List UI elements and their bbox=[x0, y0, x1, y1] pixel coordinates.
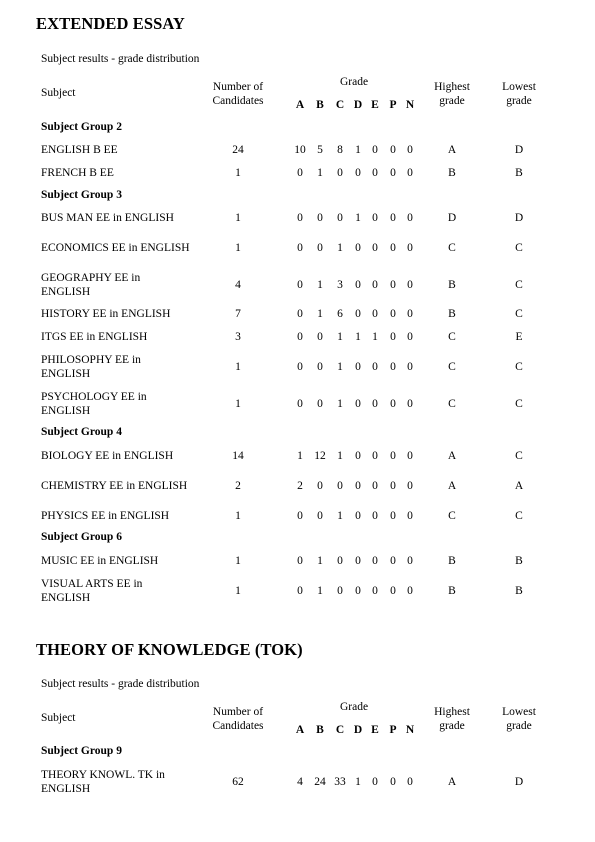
header-grade: Grade bbox=[340, 76, 369, 88]
grade-count-e: 0 bbox=[372, 480, 378, 492]
lowest-grade: E bbox=[515, 331, 523, 343]
grade-count-p: 0 bbox=[390, 398, 396, 410]
grade-count-c: 1 bbox=[337, 361, 343, 373]
grade-count-b: 1 bbox=[317, 585, 323, 597]
grade-count-n: 0 bbox=[407, 361, 413, 373]
grade-count-a: 10 bbox=[294, 144, 306, 156]
grade-count-a: 0 bbox=[297, 167, 303, 179]
lowest-grade: D bbox=[514, 144, 524, 156]
grade-count-c: 1 bbox=[337, 242, 343, 254]
lowest-grade: C bbox=[515, 308, 523, 320]
grade-count-a: 0 bbox=[297, 331, 303, 343]
grade-count-a: 0 bbox=[297, 398, 303, 410]
subject-group-heading: Subject Group 6 bbox=[41, 531, 122, 543]
subject-group-heading: Subject Group 9 bbox=[41, 745, 122, 757]
header-candidates: Number of Candidates bbox=[212, 81, 264, 107]
highest-grade: B bbox=[448, 167, 456, 179]
subject-name: ENGLISH B EE bbox=[41, 144, 118, 156]
grade-count-p: 0 bbox=[390, 144, 396, 156]
lowest-grade: B bbox=[515, 555, 523, 567]
grade-count-d: 0 bbox=[355, 308, 361, 320]
candidate-count: 1 bbox=[235, 242, 241, 254]
highest-grade: C bbox=[448, 361, 456, 373]
grade-count-e: 0 bbox=[372, 450, 378, 462]
header-highest: Highest grade bbox=[434, 706, 470, 732]
grade-letter-e: E bbox=[371, 99, 379, 111]
section-title: THEORY OF KNOWLEDGE (TOK) bbox=[36, 640, 303, 659]
grade-count-c: 0 bbox=[337, 585, 343, 597]
grade-count-p: 0 bbox=[390, 308, 396, 320]
table-row bbox=[0, 323, 595, 351]
grade-count-a: 0 bbox=[297, 308, 303, 320]
subject-name: PHILOSOPHY EE in ENGLISH bbox=[41, 354, 141, 380]
grade-count-p: 0 bbox=[390, 167, 396, 179]
grade-count-p: 0 bbox=[390, 331, 396, 343]
subject-name: MUSIC EE in ENGLISH bbox=[41, 555, 159, 567]
highest-grade: C bbox=[448, 398, 456, 410]
candidate-count: 1 bbox=[235, 361, 241, 373]
highest-grade: B bbox=[448, 279, 456, 291]
grade-count-a: 4 bbox=[297, 776, 303, 788]
grade-count-c: 1 bbox=[337, 331, 343, 343]
grade-count-c: 0 bbox=[337, 212, 343, 224]
lowest-grade: D bbox=[514, 212, 524, 224]
grade-count-n: 0 bbox=[407, 555, 413, 567]
grade-count-e: 1 bbox=[372, 331, 378, 343]
grade-letter-c: C bbox=[335, 99, 345, 111]
grade-count-a: 1 bbox=[297, 450, 303, 462]
grade-count-e: 0 bbox=[372, 167, 378, 179]
grade-count-e: 0 bbox=[372, 308, 378, 320]
table-row bbox=[0, 768, 595, 796]
grade-count-d: 1 bbox=[355, 776, 361, 788]
grade-count-p: 0 bbox=[390, 480, 396, 492]
grade-count-d: 0 bbox=[355, 450, 361, 462]
grade-count-c: 33 bbox=[334, 776, 346, 788]
grade-letter-n: N bbox=[405, 724, 415, 736]
grade-count-p: 0 bbox=[390, 585, 396, 597]
candidate-count: 1 bbox=[235, 398, 241, 410]
lowest-grade: C bbox=[515, 450, 523, 462]
grade-count-p: 0 bbox=[390, 279, 396, 291]
grade-letter-c: C bbox=[335, 724, 345, 736]
grade-count-e: 0 bbox=[372, 776, 378, 788]
grade-count-e: 0 bbox=[372, 361, 378, 373]
subject-name: ECONOMICS EE in ENGLISH bbox=[41, 242, 190, 254]
section-subtitle: Subject results - grade distribution bbox=[41, 53, 200, 65]
header-candidates: Number of Candidates bbox=[212, 706, 264, 732]
lowest-grade: C bbox=[515, 242, 523, 254]
highest-grade: A bbox=[447, 776, 457, 788]
highest-grade: C bbox=[448, 242, 456, 254]
table-row bbox=[0, 159, 595, 187]
table-row bbox=[0, 204, 595, 232]
grade-count-d: 1 bbox=[355, 212, 361, 224]
grade-count-n: 0 bbox=[407, 450, 413, 462]
grade-count-d: 0 bbox=[355, 480, 361, 492]
table-row bbox=[0, 353, 595, 381]
section-title: EXTENDED ESSAY bbox=[36, 14, 185, 33]
subject-name: ITGS EE in ENGLISH bbox=[41, 331, 148, 343]
header-grade: Grade bbox=[340, 701, 369, 713]
grade-count-b: 0 bbox=[317, 510, 323, 522]
lowest-grade: B bbox=[515, 585, 523, 597]
highest-grade: D bbox=[447, 212, 457, 224]
grade-count-b: 1 bbox=[317, 167, 323, 179]
grade-count-e: 0 bbox=[372, 279, 378, 291]
table-row bbox=[0, 577, 595, 605]
candidate-count: 62 bbox=[232, 776, 244, 788]
highest-grade: A bbox=[447, 144, 457, 156]
subject-group-heading: Subject Group 3 bbox=[41, 189, 122, 201]
grade-count-n: 0 bbox=[407, 776, 413, 788]
grade-count-b: 12 bbox=[314, 450, 326, 462]
grade-count-e: 0 bbox=[372, 398, 378, 410]
table-row bbox=[0, 271, 595, 299]
grade-count-c: 1 bbox=[337, 450, 343, 462]
header-subject: Subject bbox=[41, 87, 76, 99]
candidate-count: 4 bbox=[235, 279, 241, 291]
grade-count-p: 0 bbox=[390, 450, 396, 462]
grade-count-p: 0 bbox=[390, 510, 396, 522]
grade-count-b: 5 bbox=[317, 144, 323, 156]
subject-name: FRENCH B EE bbox=[41, 167, 114, 179]
table-row bbox=[0, 234, 595, 262]
grade-letter-p: P bbox=[389, 99, 397, 111]
grade-count-b: 0 bbox=[317, 480, 323, 492]
grade-count-n: 0 bbox=[407, 308, 413, 320]
grade-count-c: 0 bbox=[337, 480, 343, 492]
grade-count-p: 0 bbox=[390, 361, 396, 373]
grade-count-b: 0 bbox=[317, 242, 323, 254]
highest-grade: B bbox=[448, 308, 456, 320]
candidate-count: 1 bbox=[235, 555, 241, 567]
grade-count-b: 1 bbox=[317, 555, 323, 567]
candidate-count: 1 bbox=[235, 585, 241, 597]
highest-grade: A bbox=[447, 480, 457, 492]
grade-count-c: 1 bbox=[337, 398, 343, 410]
candidate-count: 2 bbox=[235, 480, 241, 492]
grade-count-n: 0 bbox=[407, 242, 413, 254]
subject-name: BUS MAN EE in ENGLISH bbox=[41, 212, 174, 224]
candidate-count: 24 bbox=[232, 144, 244, 156]
lowest-grade: C bbox=[515, 510, 523, 522]
grade-count-a: 0 bbox=[297, 242, 303, 254]
grade-count-c: 0 bbox=[337, 555, 343, 567]
header-lowest: Lowest grade bbox=[502, 706, 536, 732]
grade-count-b: 0 bbox=[317, 212, 323, 224]
grade-count-d: 0 bbox=[355, 585, 361, 597]
subject-name: PHYSICS EE in ENGLISH bbox=[41, 510, 170, 522]
lowest-grade: C bbox=[515, 279, 523, 291]
table-row bbox=[0, 547, 595, 575]
section-subtitle: Subject results - grade distribution bbox=[41, 678, 200, 690]
grade-count-c: 1 bbox=[337, 510, 343, 522]
grade-count-e: 0 bbox=[372, 242, 378, 254]
table-row bbox=[0, 390, 595, 418]
grade-count-e: 0 bbox=[372, 212, 378, 224]
grade-count-a: 0 bbox=[297, 585, 303, 597]
grade-count-c: 8 bbox=[337, 144, 343, 156]
grade-count-b: 0 bbox=[317, 398, 323, 410]
grade-count-d: 0 bbox=[355, 242, 361, 254]
grade-letter-d: D bbox=[353, 724, 363, 736]
grade-letter-b: B bbox=[316, 99, 324, 111]
grade-letter-n: N bbox=[405, 99, 415, 111]
grade-count-d: 0 bbox=[355, 555, 361, 567]
lowest-grade: A bbox=[514, 480, 524, 492]
table-row bbox=[0, 442, 595, 470]
grade-count-n: 0 bbox=[407, 510, 413, 522]
lowest-grade: C bbox=[515, 398, 523, 410]
grade-count-a: 2 bbox=[297, 480, 303, 492]
subject-name: BIOLOGY EE in ENGLISH bbox=[41, 450, 174, 462]
grade-letter-p: P bbox=[389, 724, 397, 736]
grade-count-a: 0 bbox=[297, 555, 303, 567]
subject-name: HISTORY EE in ENGLISH bbox=[41, 308, 171, 320]
candidate-count: 1 bbox=[235, 167, 241, 179]
highest-grade: B bbox=[448, 585, 456, 597]
grade-count-a: 0 bbox=[297, 510, 303, 522]
highest-grade: A bbox=[447, 450, 457, 462]
grade-count-n: 0 bbox=[407, 279, 413, 291]
candidate-count: 1 bbox=[235, 510, 241, 522]
subject-group-heading: Subject Group 4 bbox=[41, 426, 122, 438]
grade-count-c: 6 bbox=[337, 308, 343, 320]
candidate-count: 1 bbox=[235, 212, 241, 224]
subject-name: GEOGRAPHY EE in ENGLISH bbox=[41, 272, 141, 298]
grade-count-c: 3 bbox=[337, 279, 343, 291]
grade-count-n: 0 bbox=[407, 480, 413, 492]
grade-count-p: 0 bbox=[390, 242, 396, 254]
grade-count-n: 0 bbox=[407, 144, 413, 156]
grade-count-b: 0 bbox=[317, 361, 323, 373]
subject-group-heading: Subject Group 2 bbox=[41, 121, 122, 133]
grade-count-c: 0 bbox=[337, 167, 343, 179]
subject-name: THEORY KNOWL. TK in ENGLISH bbox=[41, 769, 165, 795]
grade-count-n: 0 bbox=[407, 585, 413, 597]
grade-count-b: 1 bbox=[317, 279, 323, 291]
candidate-count: 14 bbox=[232, 450, 244, 462]
grade-count-d: 0 bbox=[355, 361, 361, 373]
grade-count-e: 0 bbox=[372, 144, 378, 156]
grade-count-n: 0 bbox=[407, 331, 413, 343]
lowest-grade: D bbox=[514, 776, 524, 788]
table-row bbox=[0, 472, 595, 500]
grade-count-a: 0 bbox=[297, 361, 303, 373]
header-lowest: Lowest grade bbox=[502, 81, 536, 107]
lowest-grade: C bbox=[515, 361, 523, 373]
candidate-count: 3 bbox=[235, 331, 241, 343]
grade-count-a: 0 bbox=[297, 279, 303, 291]
grade-count-d: 0 bbox=[355, 279, 361, 291]
grade-count-n: 0 bbox=[407, 167, 413, 179]
grade-count-p: 0 bbox=[390, 212, 396, 224]
grade-letter-a: A bbox=[295, 99, 305, 111]
highest-grade: C bbox=[448, 510, 456, 522]
subject-name: VISUAL ARTS EE in ENGLISH bbox=[41, 578, 143, 604]
subject-name: CHEMISTRY EE in ENGLISH bbox=[41, 480, 188, 492]
grade-letter-a: A bbox=[295, 724, 305, 736]
highest-grade: C bbox=[448, 331, 456, 343]
grade-letter-d: D bbox=[353, 99, 363, 111]
grade-letter-e: E bbox=[371, 724, 379, 736]
grade-letter-b: B bbox=[316, 724, 324, 736]
grade-count-e: 0 bbox=[372, 555, 378, 567]
subject-name: PSYCHOLOGY EE in ENGLISH bbox=[41, 391, 147, 417]
grade-count-b: 1 bbox=[317, 308, 323, 320]
grade-count-d: 1 bbox=[355, 144, 361, 156]
grade-count-d: 0 bbox=[355, 167, 361, 179]
grade-count-b: 24 bbox=[314, 776, 326, 788]
grade-count-p: 0 bbox=[390, 555, 396, 567]
grade-count-e: 0 bbox=[372, 585, 378, 597]
header-highest: Highest grade bbox=[434, 81, 470, 107]
candidate-count: 7 bbox=[235, 308, 241, 320]
grade-count-n: 0 bbox=[407, 212, 413, 224]
grade-count-b: 0 bbox=[317, 331, 323, 343]
grade-count-e: 0 bbox=[372, 510, 378, 522]
table-row bbox=[0, 502, 595, 530]
grade-count-d: 0 bbox=[355, 510, 361, 522]
grade-count-p: 0 bbox=[390, 776, 396, 788]
grade-count-n: 0 bbox=[407, 398, 413, 410]
grade-count-d: 0 bbox=[355, 398, 361, 410]
grade-count-a: 0 bbox=[297, 212, 303, 224]
highest-grade: B bbox=[448, 555, 456, 567]
grade-count-d: 1 bbox=[355, 331, 361, 343]
header-subject: Subject bbox=[41, 712, 76, 724]
lowest-grade: B bbox=[515, 167, 523, 179]
